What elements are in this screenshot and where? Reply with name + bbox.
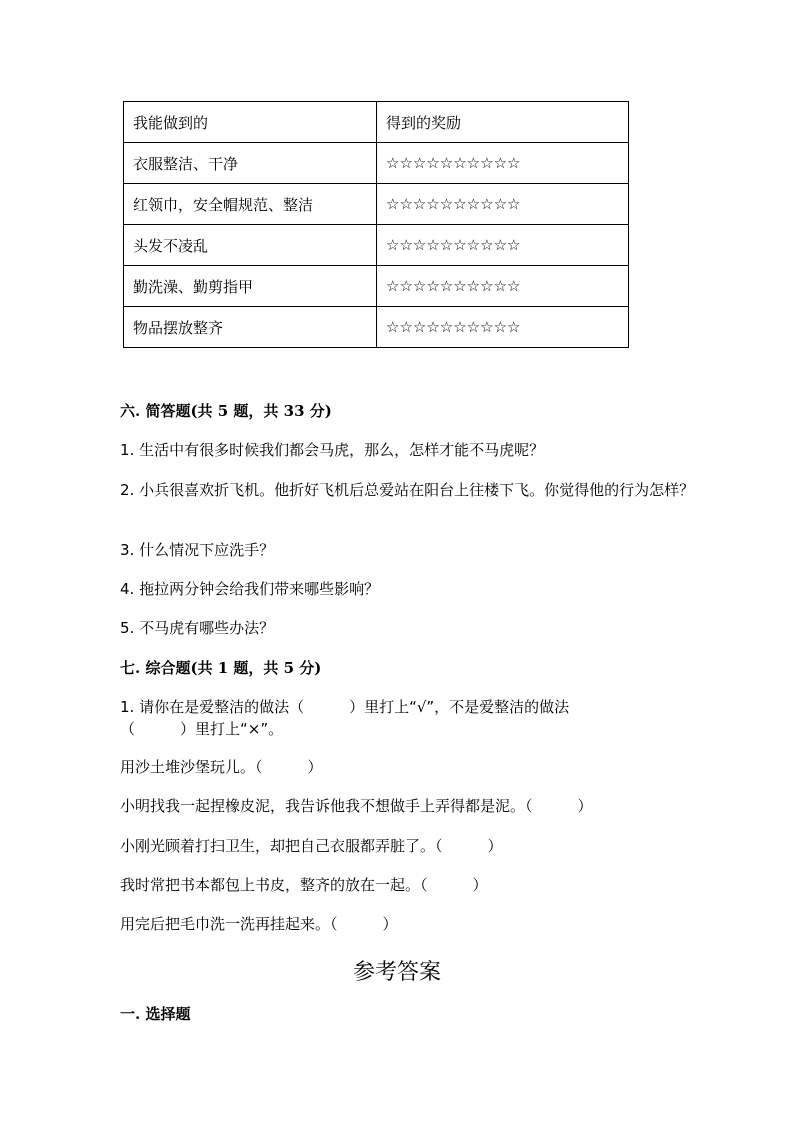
table-row [124, 225, 629, 266]
judgement-item: 用完后把毛巾洗一洗再挂起来。（ ） [120, 915, 398, 933]
section-7-prompt: 1. 请你在是爱整洁的做法（ ）里打上“√”，不是爱整洁的做法（ ）里打上“×”。 [120, 698, 570, 738]
question-5: 5. 不马虎有哪些办法？ [120, 619, 275, 637]
table-header-cell: 我能做到的 [124, 102, 377, 143]
judgement-item: 小刚光顾着打扫卫生，却把自己衣服都弄脏了。（ ） [120, 837, 503, 855]
table-stars-cell: ☆☆☆☆☆☆☆☆☆☆ [377, 307, 629, 348]
answer-key-title: 参考答案 [352, 960, 441, 985]
table-item-cell: 勤洗澡、勤剪指甲 [124, 266, 377, 307]
table-row [124, 266, 629, 307]
table-row [124, 143, 629, 184]
question-1: 1. 生活中有很多时候我们都会马虎，那么，怎样才能不马虎呢？ [120, 441, 545, 459]
question-4: 4. 拖拉两分钟会给我们带来哪些影响？ [120, 580, 380, 598]
table-stars-cell: ☆☆☆☆☆☆☆☆☆☆ [377, 225, 629, 266]
judgement-item: 小明找我一起捏橡皮泥，我告诉他我不想做手上弄得都是泥。（ ） [120, 797, 593, 815]
reward-table [123, 101, 629, 348]
section-6-title: 六. 简答题(共 5 题，共 33 分) [120, 402, 332, 420]
section-7-title: 七. 综合题(共 1 题，共 5 分) [120, 659, 322, 677]
judgement-item: 用沙土堆沙堡玩儿。（ ） [120, 758, 323, 776]
table-stars-cell: ☆☆☆☆☆☆☆☆☆☆ [377, 266, 629, 307]
table-header-cell: 得到的奖励 [377, 102, 629, 143]
table-header-row [124, 102, 629, 143]
question-3: 3. 什么情况下应洗手？ [120, 541, 275, 559]
table-row [124, 184, 629, 225]
table-row [124, 307, 629, 348]
table-stars-cell: ☆☆☆☆☆☆☆☆☆☆ [377, 184, 629, 225]
table-stars-cell: ☆☆☆☆☆☆☆☆☆☆ [377, 143, 629, 184]
judgement-item: 我时常把书本都包上书皮，整齐的放在一起。（ ） [120, 876, 488, 894]
table-item-cell: 衣服整洁、干净 [124, 143, 377, 184]
answer-section-1-title: 一. 选择题 [120, 1005, 191, 1023]
table-item-cell: 物品摆放整齐 [124, 307, 377, 348]
table-item-cell: 红领巾，安全帽规范、整洁 [124, 184, 377, 225]
table-item-cell: 头发不凌乱 [124, 225, 377, 266]
question-2: 2. 小兵很喜欢折飞机。他折好飞机后总爱站在阳台上往楼下飞。你觉得他的行为怎样？ [120, 481, 695, 499]
